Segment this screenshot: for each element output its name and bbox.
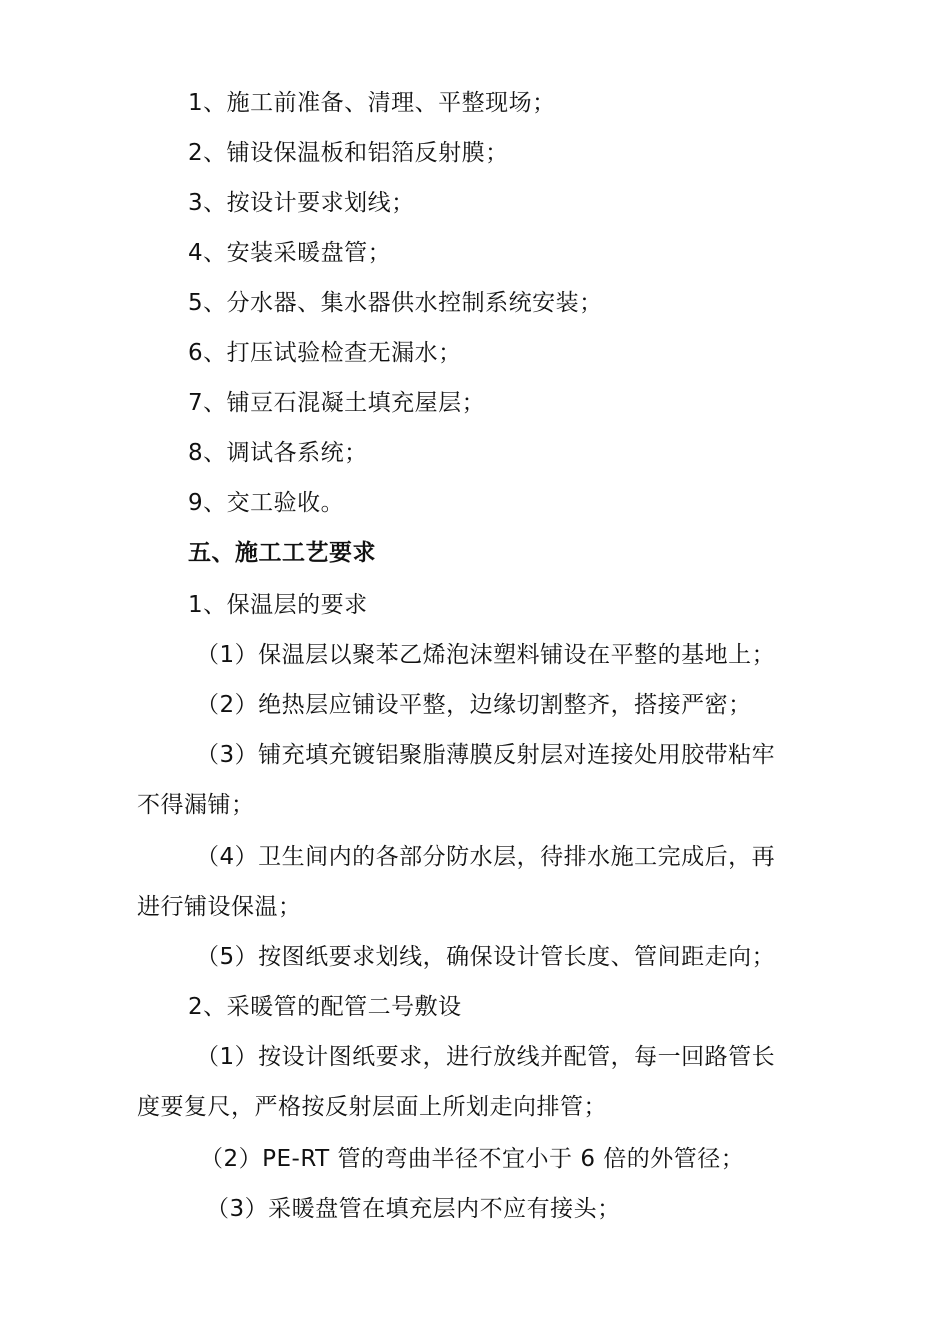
step-5: 5、分水器、集水器供水控制系统安装； — [188, 290, 603, 316]
piping-title: 2、采暖管的配管二号敷设 — [188, 994, 462, 1020]
step-1: 1、施工前准备、清理、平整现场； — [188, 90, 556, 116]
step-3: 3、按设计要求划线； — [188, 190, 415, 216]
insulation-item-3: （3）铺充填充镀铝聚脂薄膜反射层对连接处用胶带粘牢 — [196, 742, 776, 768]
step-6: 6、打压试验检查无漏水； — [188, 340, 462, 366]
piping-item-3: （3）采暖盘管在填充层内不应有接头； — [206, 1196, 621, 1222]
insulation-item-1: （1）保温层以聚苯乙烯泡沫塑料铺设在平整的基地上； — [196, 642, 776, 668]
section-heading: 五、施工工艺要求 — [188, 540, 376, 566]
step-4: 4、安装采暖盘管； — [188, 240, 392, 266]
insulation-item-3-cont: 不得漏铺； — [137, 792, 255, 818]
insulation-item-4-cont: 进行铺设保温； — [137, 894, 302, 920]
insulation-item-2: （2）绝热层应铺设平整，边缘切割整齐，搭接严密； — [196, 692, 752, 718]
step-9: 9、交工验收。 — [188, 490, 345, 516]
insulation-item-5: （5）按图纸要求划线，确保设计管长度、管间距走向； — [196, 944, 776, 970]
step-8: 8、调试各系统； — [188, 440, 368, 466]
piping-item-2: （2）PE-RT 管的弯曲半径不宜小于 6 倍的外管径； — [200, 1146, 745, 1172]
insulation-title: 1、保温层的要求 — [188, 592, 368, 618]
step-7: 7、铺豆石混凝土填充屋层； — [188, 390, 486, 416]
insulation-item-4: （4）卫生间内的各部分防水层，待排水施工完成后，再 — [196, 844, 776, 870]
piping-item-1: （1）按设计图纸要求，进行放线并配管，每一回路管长 — [196, 1044, 776, 1070]
step-2: 2、铺设保温板和铝箔反射膜； — [188, 140, 509, 166]
piping-item-1-cont: 度要复尺，严格按反射层面上所划走向排管； — [137, 1094, 607, 1120]
